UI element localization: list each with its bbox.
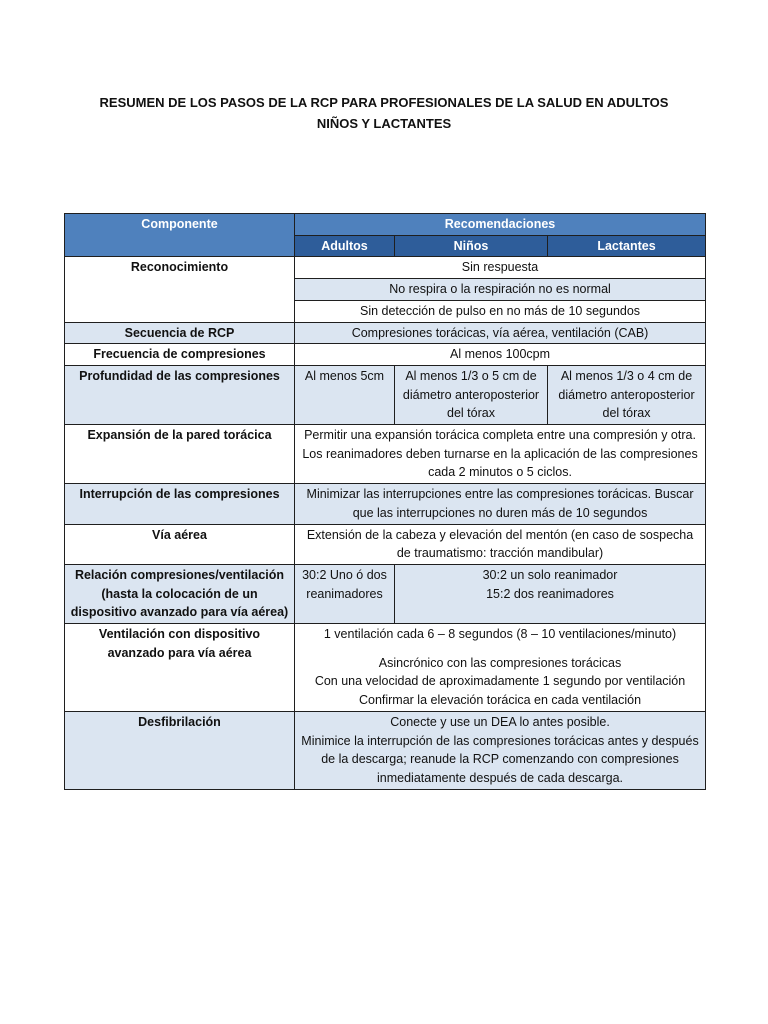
title-line-1: RESUMEN DE LOS PASOS DE LA RCP PARA PROFESIONALES DE LA SALUD EN ADULTOS (99, 95, 669, 110)
relacion-un-reanimador: 30:2 un solo reanimador (482, 567, 618, 582)
desfibrilacion-dea: Conecte y use un DEA lo antes posible. (390, 714, 610, 729)
relacion-dos-reanimadores: 15:2 dos reanimadores (486, 586, 614, 601)
row-label-via-aerea: Vía aérea (65, 524, 295, 564)
table-row (65, 624, 706, 712)
row-label-secuencia: Secuencia de RCP (65, 322, 295, 344)
table-row (65, 711, 706, 789)
title-line-2: NIÑOS Y LACTANTES (316, 116, 452, 131)
table-row (65, 365, 706, 424)
desfibrilacion-minimice: Minimice la interrupción de las compresiones torácicas antes y después de la descarga; reanude la RCP comenzando con compresiones inmediatamente después de cada descarga. (301, 733, 699, 785)
table-row (65, 564, 706, 623)
table-row (65, 344, 706, 366)
table-row (65, 425, 706, 484)
interrupcion-value: Minimizar las interrupciones entre las compresiones torácicas. Buscar que las interrupciones no duren más de 10 segundos (295, 484, 706, 524)
header-adultos: Adultos (295, 235, 395, 257)
expansion-value: Permitir una expansión torácica completa entre una compresión y otra. Los reanimadores deben turnarse en la aplicación de las compresiones cada 2 minutos o 5 ciclos. (295, 425, 706, 484)
document-title (0, 92, 768, 134)
row-label-expansion: Expansión de la pared torácica (65, 425, 295, 484)
row-label-profundidad: Profundidad de las compresiones (65, 365, 295, 424)
row-label-ventilacion: Ventilación con dispositivo avanzado para vía aérea (65, 624, 295, 712)
ventilacion-value (295, 624, 706, 712)
relacion-adultos: 30:2 Uno ó dos reanimadores (295, 564, 395, 623)
reconocimiento-pulso: Sin detección de pulso en no más de 10 segundos (295, 300, 706, 322)
profundidad-ninos: Al menos 1/3 o 5 cm de diámetro anteroposterior del tórax (395, 365, 548, 424)
profundidad-adultos: Al menos 5cm (295, 365, 395, 424)
secuencia-value: Compresiones torácicas, vía aérea, ventilación (CAB) (295, 322, 706, 344)
relacion-ninos-lactantes (395, 564, 706, 623)
row-label-frecuencia: Frecuencia de compresiones (65, 344, 295, 366)
row-label-reconocimiento: Reconocimiento (65, 257, 295, 322)
reconocimiento-no-respira: No respira o la respiración no es normal (295, 279, 706, 301)
row-label-relacion: Relación compresiones/ventilación (hasta la colocación de un dispositivo avanzado para vía aérea) (65, 564, 295, 623)
table-row (65, 322, 706, 344)
ventilacion-confirmar: Confirmar la elevación torácica en cada ventilación (358, 693, 642, 708)
header-ninos: Niños (395, 235, 548, 257)
desfibrilacion-value (295, 711, 706, 789)
table-row (65, 257, 706, 279)
header-lactantes: Lactantes (548, 235, 706, 257)
table-row (65, 484, 706, 524)
ventilacion-frecuencia: 1 ventilación cada 6 – 8 segundos (8 – 10 ventilaciones/minuto) (323, 627, 677, 642)
reconocimiento-sin-respuesta: Sin respuesta (295, 257, 706, 279)
rcp-summary-table (64, 213, 706, 790)
ventilacion-velocidad: Con una velocidad de aproximadamente 1 segundo por ventilación (314, 674, 686, 689)
row-label-desfibrilacion: Desfibrilación (65, 711, 295, 789)
header-recomendaciones: Recomendaciones (295, 214, 706, 236)
frecuencia-value: Al menos 100cpm (295, 344, 706, 366)
via-aerea-value: Extensión de la cabeza y elevación del mentón (en caso de sospecha de traumatismo: tracción mandibular) (295, 524, 706, 564)
header-componente: Componente (65, 214, 295, 257)
table-row (65, 524, 706, 564)
row-label-interrupcion: Interrupción de las compresiones (65, 484, 295, 524)
ventilacion-asincronico: Asincrónico con las compresiones torácicas (378, 655, 622, 670)
profundidad-lactantes: Al menos 1/3 o 4 cm de diámetro anteroposterior del tórax (548, 365, 706, 424)
